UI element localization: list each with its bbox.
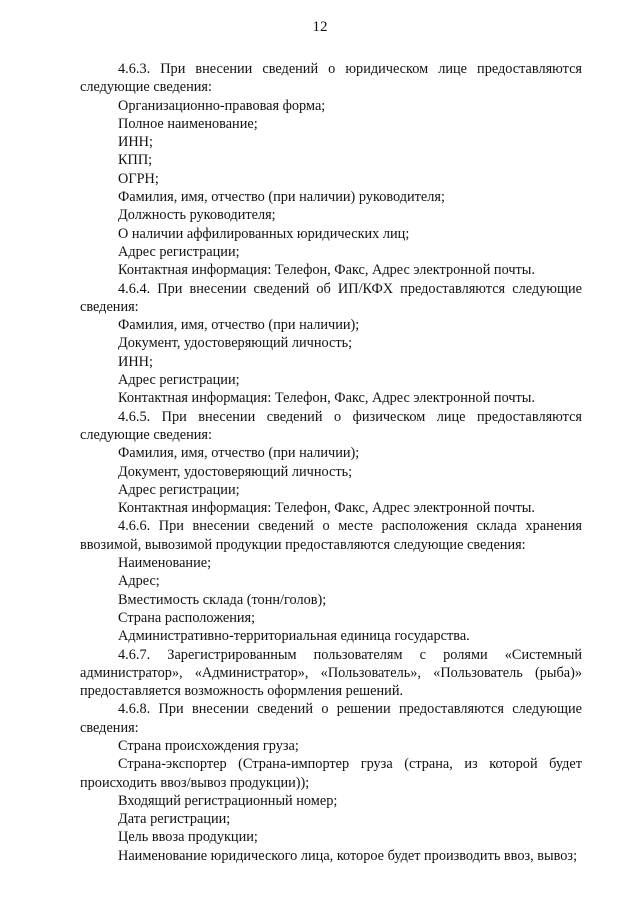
list-line: Документ, удостоверяющий личность; <box>118 463 353 480</box>
list-line: Документ, удостоверяющий личность; <box>118 335 353 352</box>
paragraph: 4.6.3. При внесении сведений о юридическом лице предоставляются следующие сведения: <box>80 61 582 96</box>
list-line: Фамилия, имя, отчество (при наличии); <box>118 317 360 334</box>
paragraph: Наименование юридического лица, которое будет производить ввоз, вывоз; <box>118 847 578 864</box>
list-line: Адрес регистрации; <box>118 481 240 498</box>
list-line: Адрес; <box>118 573 160 590</box>
paragraph: 4.6.8. При внесении сведений о решении предоставляются следующие сведения: <box>80 701 582 736</box>
list-line: Входящий регистрационный номер; <box>118 792 338 809</box>
paragraph: Страна-экспортер (Страна-импортер груза (страна, из которой будет происходить ввоз/вывоз продукции)); <box>80 756 582 791</box>
list-line: Организационно-правовая форма; <box>118 97 326 114</box>
list-line: Контактная информация: Телефон, Факс, Адрес электронной почты. <box>118 500 535 517</box>
list-line: Полное наименование; <box>118 115 258 132</box>
list-line: КПП; <box>118 152 153 169</box>
paragraph: 4.6.4. При внесении сведений об ИП/КФХ предоставляются следующие сведения: <box>80 280 582 315</box>
document-body <box>80 60 582 865</box>
list-line: Контактная информация: Телефон, Факс, Адрес электронной почты. <box>118 390 535 407</box>
list-line: Страна расположения; <box>118 609 256 626</box>
paragraph: 4.6.6. При внесении сведений о месте расположения склада хранения ввозимой, вывозимой продукции предоставляются следующие сведения: <box>80 518 582 553</box>
list-line: Фамилия, имя, отчество (при наличии); <box>118 445 360 462</box>
list-line: О наличии аффилированных юридических лиц; <box>118 225 410 242</box>
list-line: ИНН; <box>118 353 153 370</box>
page-number: 12 <box>312 19 328 35</box>
list-line: Адрес регистрации; <box>118 372 240 389</box>
list-line: ИНН; <box>118 134 153 151</box>
list-line: Адрес регистрации; <box>118 243 240 260</box>
paragraph: 4.6.7. Зарегистрированным пользователям с ролями «Системный администратор», «Администратор», «Пользователь», «Пользователь (рыба)» предоставляется возможность оформления решений. <box>80 646 582 700</box>
list-line: Фамилия, имя, отчество (при наличии) руководителя; <box>118 189 445 206</box>
paragraph: 4.6.5. При внесении сведений о физическом лице предоставляются следующие сведения: <box>80 408 582 443</box>
list-line: ОГРН; <box>118 170 159 187</box>
list-line: Должность руководителя; <box>118 207 276 224</box>
list-line: Наименование; <box>118 555 212 572</box>
list-line: Административно-территориальная единица государства. <box>118 628 470 645</box>
list-line: Цель ввоза продукции; <box>118 829 258 846</box>
list-line: Дата регистрации; <box>118 811 231 828</box>
list-line: Контактная информация: Телефон, Факс, Адрес электронной почты. <box>118 262 535 279</box>
list-line: Страна происхождения груза; <box>118 737 299 754</box>
list-line: Вместимость склада (тонн/голов); <box>118 591 327 608</box>
